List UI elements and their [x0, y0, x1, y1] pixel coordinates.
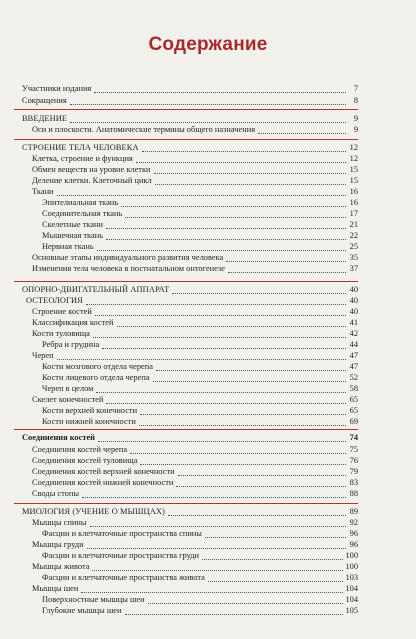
- toc-entry-page: 47: [349, 362, 358, 371]
- toc-entry-label: Мышечная ткань: [42, 231, 104, 240]
- toc-entry-label: Кости мозгового отдела черепа: [42, 362, 153, 371]
- toc-entry-page: 47: [349, 351, 358, 360]
- toc-entry-page: 58: [349, 384, 358, 393]
- toc-entry-page: 25: [349, 242, 358, 251]
- leader-dots: [142, 143, 346, 152]
- leader-dots: [153, 373, 346, 382]
- toc-entry-page: 65: [349, 395, 358, 404]
- toc-entry-label: Основные этапы индивидуального развития человека: [32, 253, 224, 262]
- toc-entry-page: 104: [345, 595, 358, 604]
- toc-entry-label: Кости лицевого отдела черепа: [42, 373, 150, 382]
- leader-dots: [258, 125, 346, 134]
- toc-entry-label: Глубокие мышцы шеи: [42, 606, 122, 615]
- toc-entry-page: 42: [349, 329, 358, 338]
- leader-dots: [117, 318, 347, 327]
- toc-entry-label: Фасции и клетчаточные пространства живота: [42, 573, 205, 582]
- toc-entry-label: Мышцы груди: [32, 540, 84, 549]
- leader-dots: [130, 445, 346, 454]
- toc-entry-label: СТРОЕНИЕ ТЕЛА ЧЕЛОВЕКА: [22, 143, 139, 152]
- toc-entry-label: ОПОРНО-ДВИГАТЕЛЬНЫЙ АППАРАТ: [22, 285, 170, 294]
- toc-entry-label: Деление клетки. Клеточный цикл: [32, 176, 152, 185]
- leader-dots: [136, 154, 346, 163]
- leader-dots: [205, 529, 346, 538]
- toc-entry-page: 96: [349, 540, 358, 549]
- leader-dots: [140, 406, 346, 415]
- leader-dots: [140, 456, 346, 465]
- leader-dots: [155, 176, 346, 185]
- section-rule: [14, 429, 358, 430]
- toc-entry-page: 12: [349, 143, 358, 152]
- toc-entry-page: 16: [349, 187, 358, 196]
- leader-dots: [156, 362, 346, 371]
- leader-dots: [176, 478, 346, 487]
- toc-entry-label: Соединения костей черепа: [32, 445, 128, 454]
- toc-entry-label: ОСТЕОЛОГИЯ: [26, 296, 83, 305]
- toc-entry-label: Кости нижней конечности: [42, 417, 136, 426]
- toc-entry-page: 69: [349, 417, 358, 426]
- toc-entry-page: 22: [349, 231, 358, 240]
- toc-entry-page: 37: [349, 264, 358, 273]
- leader-dots: [82, 489, 346, 498]
- toc-entry[interactable]: [32, 488, 358, 500]
- leader-dots: [106, 220, 346, 229]
- toc-entry-page: 35: [349, 253, 358, 262]
- toc-entry[interactable]: [22, 83, 358, 95]
- toc-entry-page: 40: [349, 296, 358, 305]
- toc-entry-page: 105: [345, 606, 358, 615]
- toc-entry-page: 40: [349, 285, 358, 294]
- toc-entry-page: 96: [349, 529, 358, 538]
- toc-section-heading[interactable]: [22, 432, 358, 444]
- toc-entry-label: Соединения костей туловища: [32, 456, 138, 465]
- leader-dots: [57, 351, 346, 360]
- toc-entry-page: 21: [349, 220, 358, 229]
- toc-entry-page: 41: [349, 318, 358, 327]
- toc-entry-page: 76: [349, 456, 358, 465]
- leader-dots: [97, 242, 346, 251]
- toc-entry-page: 103: [345, 573, 358, 582]
- toc-entry-label: Фасции и клетчаточные пространства спины: [42, 529, 202, 538]
- leader-dots: [94, 84, 346, 93]
- toc-entry-label: Оси и плоскости. Анатомические термины общего назначения: [32, 125, 256, 134]
- toc-entry-label: Классификация костей: [32, 318, 114, 327]
- leader-dots: [168, 507, 346, 516]
- toc-entry-page: 52: [349, 373, 358, 382]
- section-rule: [14, 139, 358, 140]
- toc-entry-page: 75: [349, 445, 358, 454]
- toc-entry-page: 92: [349, 518, 358, 527]
- toc-entry-page: 83: [349, 478, 358, 487]
- toc-entry-label: МИОЛОГИЯ (УЧЕНИЕ О МЫШЦАХ): [22, 507, 165, 516]
- leader-dots: [172, 285, 346, 294]
- toc-entry-label: Мышцы живота: [32, 562, 90, 571]
- leader-dots: [121, 198, 346, 207]
- toc-entry-label: Кости туловища: [32, 329, 90, 338]
- leader-dots: [125, 209, 346, 218]
- toc-entry-label: Поверхностные мышцы шеи: [42, 595, 145, 604]
- toc-entry-label: ВВЕДЕНИЕ: [22, 114, 68, 123]
- leader-dots: [139, 417, 346, 426]
- leader-dots: [125, 606, 344, 615]
- toc-entry-label: Нервная ткань: [42, 242, 94, 251]
- toc-entry-label: Соединения костей: [22, 433, 95, 442]
- toc-entry-label: Обмен веществ на уровне клетки: [32, 165, 151, 174]
- toc-entry-page: 12: [349, 154, 358, 163]
- toc-entry[interactable]: [42, 416, 358, 428]
- leader-dots: [106, 395, 346, 404]
- toc-entry-label: Клетка, строение и функция: [32, 154, 133, 163]
- leader-dots: [90, 518, 346, 527]
- leader-dots: [102, 340, 346, 349]
- toc-entry[interactable]: [32, 124, 358, 136]
- toc-entry-label: Соединения костей нижней конечности: [32, 478, 174, 487]
- toc-entry-page: 100: [345, 562, 358, 571]
- toc-entry-label: Участники издания: [22, 84, 92, 93]
- leader-dots: [148, 595, 344, 604]
- toc-entry-page: 15: [349, 176, 358, 185]
- toc-entry-page: 100: [345, 551, 358, 560]
- section-rule: [14, 109, 358, 110]
- toc-entry-page: 65: [349, 406, 358, 415]
- leader-dots: [81, 584, 343, 593]
- toc-entry-label: Череп в целом: [42, 384, 94, 393]
- toc-entry-page: 40: [349, 307, 358, 316]
- toc-entry-label: Кости верхней конечности: [42, 406, 138, 415]
- toc-entry-label: Череп: [32, 351, 54, 360]
- leader-dots: [57, 187, 346, 196]
- leader-dots: [87, 540, 346, 549]
- toc-entry-page: 44: [349, 340, 358, 349]
- leader-dots: [86, 296, 346, 305]
- section-rule: [14, 503, 358, 504]
- toc-entry-page: 8: [353, 96, 358, 105]
- toc-entry-page: 17: [349, 209, 358, 218]
- toc-entry-label: Фасции и клетчаточные пространства груди: [42, 551, 200, 560]
- toc-entry-label: Ткани: [32, 187, 54, 196]
- toc-entry[interactable]: [22, 95, 358, 107]
- toc-entry-page: 104: [345, 584, 358, 593]
- toc-entry-label: Соединительная ткань: [42, 209, 123, 218]
- leader-dots: [98, 433, 346, 442]
- toc-entry-page: 74: [349, 433, 358, 442]
- leader-dots: [154, 165, 346, 174]
- toc-entry-page: 16: [349, 198, 358, 207]
- toc-entry-label: Скелетные ткани: [42, 220, 103, 229]
- toc-entry-page: 7: [353, 84, 358, 93]
- toc-entry-page: 88: [349, 489, 358, 498]
- toc-entry-label: Ребра и грудина: [42, 340, 100, 349]
- toc-entry[interactable]: [42, 605, 358, 617]
- toc-entry-label: Строение костей: [32, 307, 92, 316]
- leader-dots: [228, 264, 346, 273]
- leader-dots: [202, 551, 343, 560]
- leader-dots: [70, 114, 346, 123]
- page-title: Содержание: [148, 34, 268, 55]
- toc-entry-label: Мышцы спины: [32, 518, 87, 527]
- leader-dots: [96, 384, 346, 393]
- toc-entry-page: 15: [349, 165, 358, 174]
- toc-entry-label: Скелет конечностей: [32, 395, 104, 404]
- toc-entry-page: 79: [349, 467, 358, 476]
- toc-entry-label: Эпителиальная ткань: [42, 198, 119, 207]
- toc-entry-label: Соединения костей верхней конечности: [32, 467, 175, 476]
- toc-entry[interactable]: [32, 263, 358, 275]
- leader-dots: [226, 253, 346, 262]
- leader-dots: [95, 307, 346, 316]
- leader-dots: [106, 231, 346, 240]
- toc-entry-page: 9: [353, 125, 358, 134]
- leader-dots: [70, 96, 346, 105]
- leader-dots: [93, 329, 346, 338]
- section-rule: [14, 281, 358, 282]
- leader-dots: [92, 562, 343, 571]
- toc-entry-label: Мышцы шеи: [32, 584, 79, 593]
- toc-entry-page: 9: [353, 114, 358, 123]
- toc-entry-page: 89: [349, 507, 358, 516]
- leader-dots: [208, 573, 344, 582]
- toc-entry-label: Изменения тела человека в постнатальном онтогенезе: [32, 264, 225, 273]
- toc-entry-label: Своды стопы: [32, 489, 79, 498]
- toc-entry-label: Сокращения: [22, 96, 67, 105]
- leader-dots: [178, 467, 346, 476]
